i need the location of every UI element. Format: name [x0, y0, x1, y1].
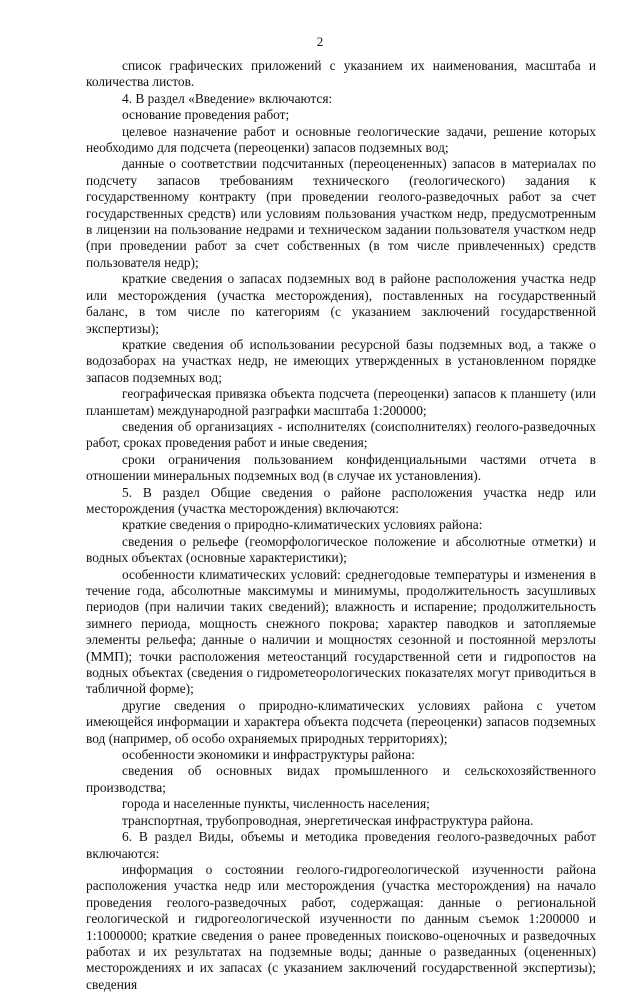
- page-number: 2: [316, 34, 324, 49]
- paragraph-confidentiality-terms: сроки ограничения пользованием конфиденциальными частями отчета в отношении минеральных подземных вод (в случае их установления).: [86, 451, 596, 484]
- paragraph-section-5-heading: 5. В раздел Общие сведения о районе расположения участка недр или месторождения (участка месторождения) включаются:: [86, 484, 596, 516]
- paragraph-work-basis: основание проведения работ;: [122, 107, 290, 123]
- paragraph-other-climate-info: другие сведения о природно-климатических условиях района с учетом имеющейся информации и характера объекта подсчета (переоценки) запасов подземных вод (например, об особо охраняемых природных территориях);: [86, 697, 596, 746]
- paragraph-industry: сведения об основных видах промышленного и сельскохозяйственного производства;: [86, 763, 596, 795]
- paragraph-climate-features: особенности климатических условий: среднегодовые температуры и изменения в течение года, абсолютные максимумы и минимумы, продолжительность засушливых периодов (при наличии таких сведений); влажность и испарение; продолжительность зимнего периода, мощность снежного покрова; характер паводков и затопляемые элементы рельефа; данные о наличии и мощностях сезонной и постоянной мерзлоты (ММП); точки расположения метеостанций государственной сети и гидропостов на водных объектах (сведения о гидрометеорологических показателях могут приводиться в табличной форме);: [86, 566, 596, 697]
- paragraph-contractors: сведения об организациях - исполнителях (соисполнителях) геолого-разведочных работ, сроках проведения работ и иные сведения;: [86, 418, 596, 451]
- paragraph-economy-intro: особенности экономики и инфраструктуры района:: [122, 747, 415, 763]
- paragraph-graphic-appendices: список графических приложений с указанием их наименования, масштаба и количества листов.: [86, 58, 596, 90]
- paragraph-population: города и населенные пункты, численность населения;: [122, 796, 430, 812]
- paragraph-geographic-reference: географическая привязка объекта подсчета (переоценки) запасов к планшету (или планшетам) международной разграфки масштаба 1:200000;: [86, 386, 596, 418]
- paragraph-work-purpose: целевое назначение работ и основные геологические задачи, решение которых необходимо для подсчета (переоценки) запасов подземных вод;: [86, 123, 596, 156]
- paragraph-section-4-heading: 4. В раздел «Введение» включаются:: [122, 90, 333, 106]
- paragraph-section-6-heading: 6. В раздел Виды, объемы и методика проведения геолого-разведочных работ включаются:: [86, 829, 596, 861]
- paragraph-climate-intro: краткие сведения о природно-климатических условиях района:: [122, 517, 483, 533]
- paragraph-infrastructure: транспортная, трубопроводная, энергетическая инфраструктура района.: [122, 812, 534, 828]
- paragraph-reserves-summary: краткие сведения о запасах подземных вод в районе расположения участка недр или месторождения (участка месторождения), поставленных на государственный баланс, в том числе по категориям (с указанием заключений государственной экспертизы);: [86, 271, 596, 336]
- paragraph-relief: сведения о рельефе (геоморфологическое положение и абсолютные отметки) и водных объектах (основные характеристики);: [86, 533, 596, 566]
- paragraph-resource-usage: краткие сведения об использовании ресурсной базы подземных вод, а также о водозаборах на участках недр, не имеющих утвержденных в установленном порядке запасов подземных вод;: [86, 336, 596, 385]
- paragraph-exploration-status: информация о состоянии геолого-гидрогеологической изученности района расположения участка недр или месторождения (участка месторождения) на начало проведения геолого-разведочных работ, содержащая: данные о региональной геологической и гидрогеологической изученности по данным съемок 1:200000 и 1:1000000; краткие сведения о ранее проведенных поисково-оценочных и разведочных работах и их результатах на подземные воды; данные о разведанных (оцененных) месторождениях и их запасах (с указанием заключений государственной экспертизы); сведения: [86, 861, 596, 992]
- paragraph-compliance-data: данные о соответствии подсчитанных (переоцененных) запасов в материалах по подсчету запасов требованиям технического (геологического) задания к государственному контракту (при проведении геолого-разведочных работ за счет государственных средств) или условиям пользования участком недр, предусмотренным в лицензии на пользование недрами и техническом задании пользователя участком недр (при проведении работ за счет собственных (в том числе привлеченных) средств пользователя недр);: [86, 156, 596, 270]
- document-body: [86, 58, 596, 993]
